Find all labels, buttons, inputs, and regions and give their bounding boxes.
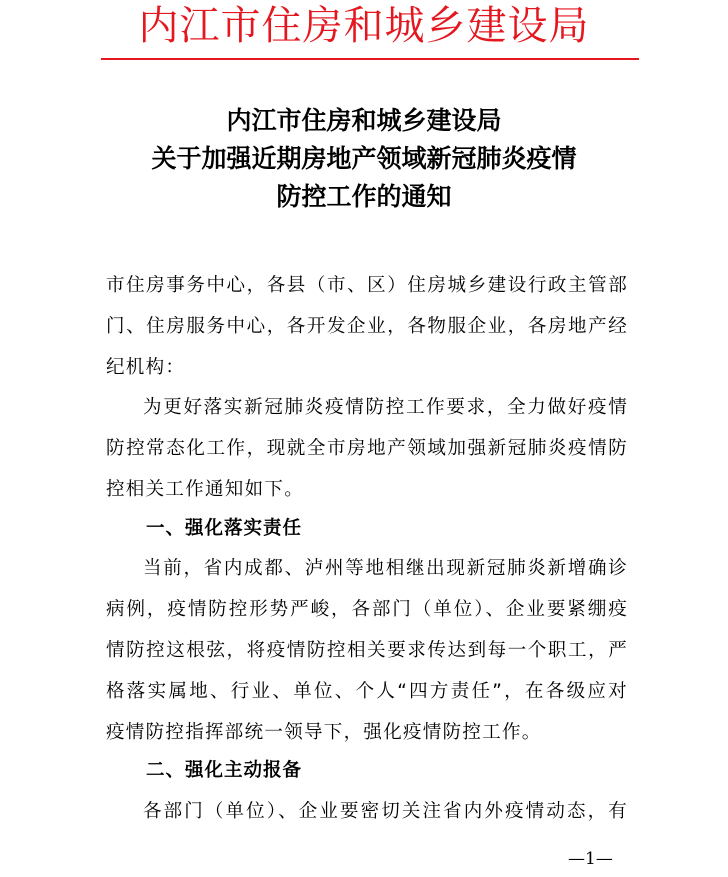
section-heading-2: 二、强化主动报备 [146,760,303,781]
section1-paragraph [106,548,628,753]
paragraph-line: 病例，疫情防控形势严峻，各部门（单位）、企业要紧绷疫 [106,599,628,620]
page-number: —1— [568,849,613,869]
salutation-line: 纪机构： [106,357,186,378]
paragraph-line: 防控常态化工作，现就全市房地产领域加强新冠肺炎疫情防 [106,438,628,459]
paragraph-line: 控相关工作通知如下。 [106,479,305,500]
title-line-3: 防控工作的通知 [276,182,452,211]
section-heading-1: 一、强化落实责任 [146,518,303,539]
paragraph-line: 疫情防控指挥部统一领导下，强化疫情防控工作。 [106,722,542,743]
intro-paragraph [106,387,628,510]
letterhead-agency-name: 内江市住房和城乡建设局 [138,3,590,49]
salutation-line: 门、住房服务中心，各开发企业，各物服企业，各房地产经 [106,316,628,337]
paragraph-line: 格落实属地、行业、单位、个人“四方责任”，在各级应对 [106,681,628,702]
document-title [0,102,728,216]
salutation-line: 市住房事务中心，各县（市、区）住房城乡建设行政主管部 [106,275,628,296]
letterhead-red-rule [101,58,639,60]
paragraph-line: 各部门（单位）、企业要密切关注省内外疫情动态，有 [143,801,628,822]
title-line-1: 内江市住房和城乡建设局 [226,106,502,135]
paragraph-line: 为更好落实新冠肺炎疫情防控工作要求，全力做好疫情 [143,397,628,418]
salutation [106,265,628,388]
paragraph-line: 当前，省内成都、泸州等地相继出现新冠肺炎新增确诊 [143,558,628,579]
paragraph-line: 情防控这根弦，将疫情防控相关要求传达到每一个职工，严 [106,640,628,661]
title-line-2: 关于加强近期房地产领域新冠肺炎疫情 [151,144,577,173]
section2-paragraph [106,791,628,832]
